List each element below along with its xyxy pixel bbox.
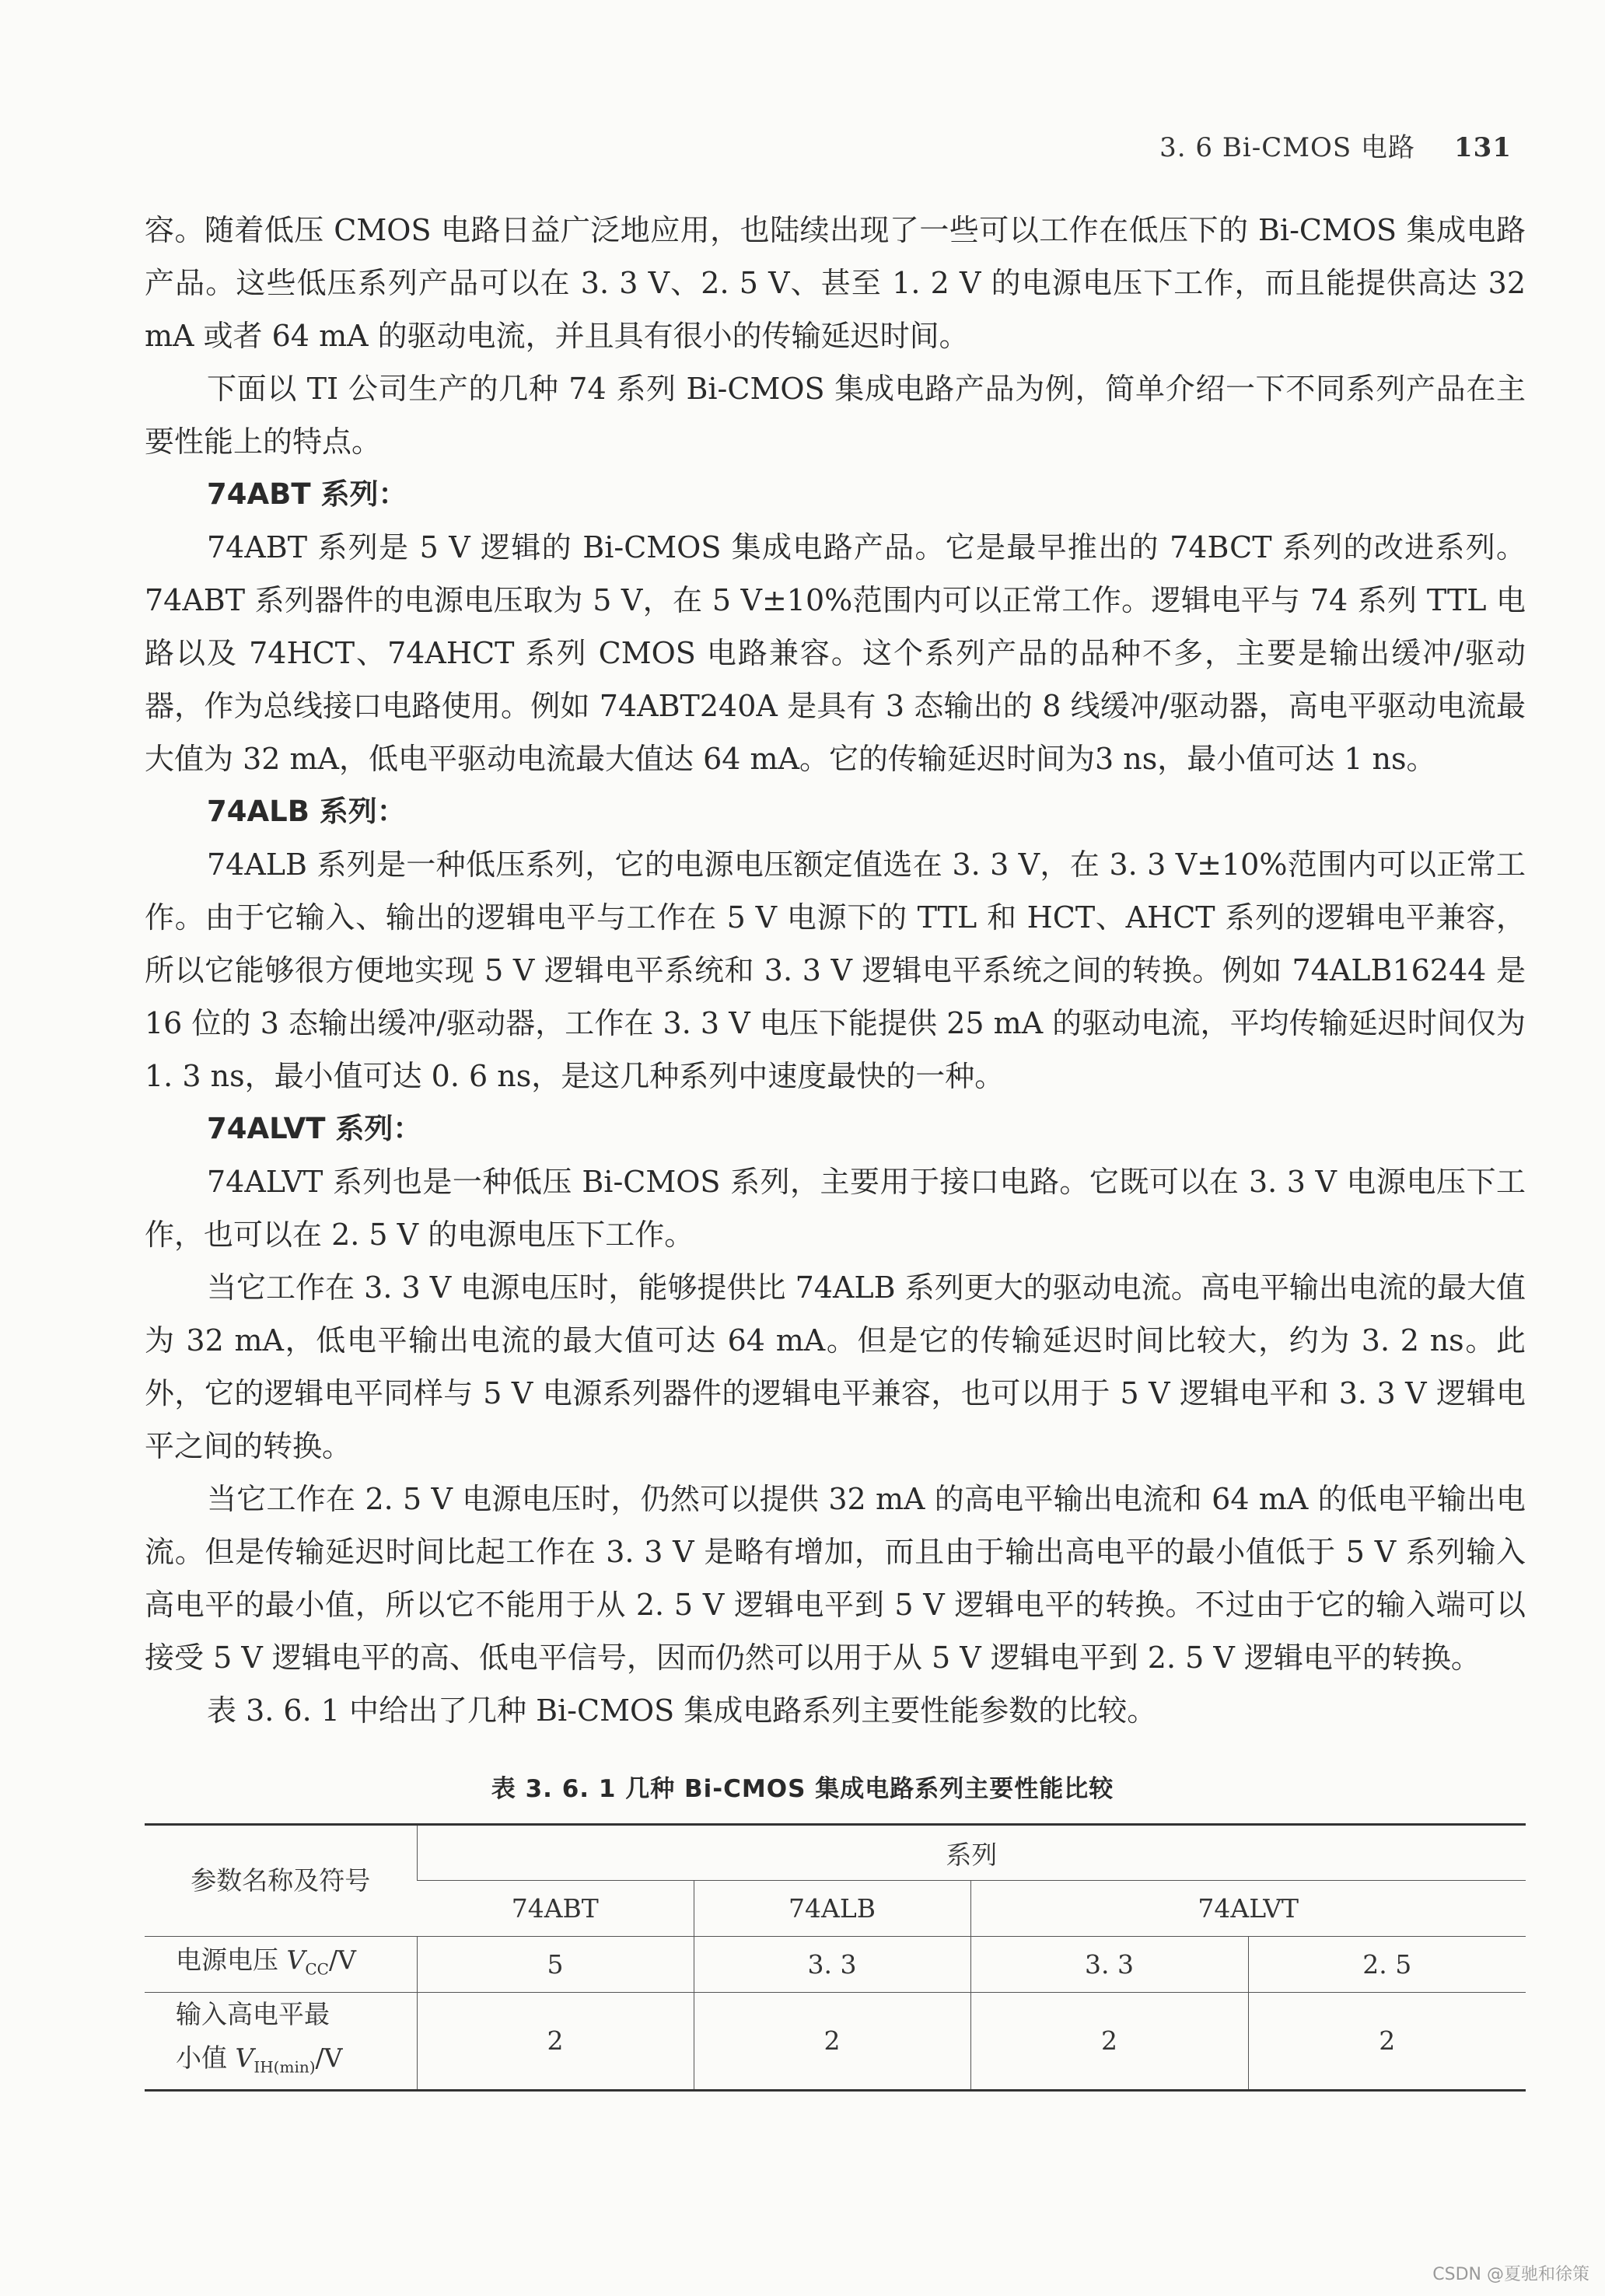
row-label xyxy=(145,1993,417,2091)
paragraph: 下面以 TI 公司生产的几种 74 系列 Bi-CMOS 集成电路产品为例，简单介绍一下不同系列产品在主要性能上的特点。 xyxy=(145,372,1526,459)
row-subscript: IH(min) xyxy=(254,2057,316,2077)
header-title: 3. 6 Bi-CMOS 电路 xyxy=(1159,132,1416,163)
series-header: 系列 xyxy=(946,1839,998,1870)
table-cell: 5 xyxy=(417,1937,694,1993)
watermark: CSDN @夏驰和徐策 xyxy=(1432,2265,1589,2284)
param-header: 参数名称及符号 xyxy=(191,1865,371,1896)
page-number: 131 xyxy=(1454,132,1512,163)
row-label-text: 电源电压 xyxy=(176,1944,287,1975)
comparison-table xyxy=(145,1823,1526,2092)
table-cell: 2 xyxy=(694,1993,970,2091)
series-cell: 74ALB xyxy=(694,1881,970,1937)
section-heading: 74ALB 系列： xyxy=(207,795,406,828)
series-header-cell xyxy=(417,1825,1526,1881)
table-row xyxy=(145,1937,1526,1993)
running-header xyxy=(1159,126,1512,164)
body-text xyxy=(145,204,1526,1737)
paragraph: 容。随着低压 CMOS 电路日益广泛地应用，也陆续出现了一些可以工作在低压下的 Bi-CMOS 集成电路产品。这些低压系列产品可以在 3. 3 V、2. 5 V、甚至 1. 2 V 的电源电压下工作，而且能提供高达 32 mA 或者 64 mA 的驱动电流，并且具有很小的传输延迟时间。 xyxy=(145,213,1526,353)
table-cell: 2 xyxy=(417,1993,694,2091)
table-row xyxy=(145,1993,1526,2091)
row-unit: /V xyxy=(315,2043,343,2073)
table-caption: 表 3. 6. 1 几种 Bi-CMOS 集成电路系列主要性能比较 xyxy=(491,1775,1114,1803)
table-cell: 3. 3 xyxy=(694,1937,970,1993)
paragraph: 表 3. 6. 1 中给出了几种 Bi-CMOS 集成电路系列主要性能参数的比较。 xyxy=(207,1693,1157,1728)
row-label-text: 小值 xyxy=(176,2043,236,2073)
table-cell: 2 xyxy=(1248,1993,1526,2091)
paragraph: 当它工作在 2. 5 V 电源电压时，仍然可以提供 32 mA 的高电平输出电流和 64 mA 的低电平输出电流。但是传输延迟时间比起工作在 3. 3 V 是略有增加，而且由于输出高电平的最小值低于 5 V 系列输入高电平的最小值，所以它不能用于从 2. 5 V 逻辑电平到 5 V 逻辑电平的转换。不过由于它的输入端可以接受 5 V 逻辑电平的高、低电平信号，因而仍然可以用于从 5 V 逻辑电平到 2. 5 V 逻辑电平的转换。 xyxy=(145,1482,1526,1675)
series-cell: 74ABT xyxy=(417,1881,694,1937)
row-unit: /V xyxy=(328,1944,356,1975)
row-label xyxy=(145,1937,417,1993)
paragraph: 当它工作在 3. 3 V 电源电压时，能够提供比 74ALB 系列更大的驱动电流。高电平输出电流的最大值为 32 mA，低电平输出电流的最大值可达 64 mA。但是它的传输延迟时间比较大，约为 3. 2 ns。此外，它的逻辑电平同样与 5 V 电源系列器件的逻辑电平兼容，也可以用于 5 V 逻辑电平和 3. 3 V 逻辑电平之间的转换。 xyxy=(145,1270,1526,1463)
table-cell: 3. 3 xyxy=(970,1937,1248,1993)
paragraph: 74ABT 系列是 5 V 逻辑的 Bi-CMOS 集成电路产品。它是最早推出的 74BCT 系列的改进系列。74ABT 系列器件的电源电压取为 5 V，在 5 V±10%范围内可以正常工作。逻辑电平与 74 系列 TTL 电路以及 74HCT、74AHCT 系列 CMOS 电路兼容。这个系列产品的品种不多，主要是输出缓冲/驱动器，作为总线接口电路使用。例如 74ABT240A 是具有 3 态输出的 8 线缓冲/驱动器，高电平驱动电流最大值为 32 mA，低电平驱动电流最大值达 64 mA。它的传输延迟时间为3 ns，最小值可达 1 ns。 xyxy=(145,530,1526,776)
table-cell: 2 xyxy=(970,1993,1248,2091)
paragraph: 74ALB 系列是一种低压系列，它的电源电压额定值选在 3. 3 V，在 3. 3 V±10%范围内可以正常工作。由于它输入、输出的逻辑电平与工作在 5 V 电源下的 TTL 和 HCT、AHCT 系列的逻辑电平兼容，所以它能够很方便地实现 5 V 逻辑电平系统和 3. 3 V 逻辑电平系统之间的转换。例如 74ALB16244 是 16 位的 3 态输出缓冲/驱动器，工作在 3. 3 V 电压下能提供 25 mA 的驱动电流，平均传输延迟时间仅为 1. 3 ns，最小值可达 0. 6 ns，是这几种系列中速度最快的一种。 xyxy=(145,847,1526,1093)
section-heading: 74ABT 系列： xyxy=(207,477,407,511)
table-cell: 2. 5 xyxy=(1248,1937,1526,1993)
row-symbol: V xyxy=(235,2043,254,2073)
row-label-line1: 输入高电平最 xyxy=(176,1999,330,2029)
paragraph: 74ALVT 系列也是一种低压 Bi-CMOS 系列，主要用于接口电路。它既可以在 3. 3 V 电源电压下工作，也可以在 2. 5 V 的电源电压下工作。 xyxy=(145,1165,1526,1252)
series-cell: 74ALVT xyxy=(970,1881,1526,1937)
param-header-cell xyxy=(145,1825,417,1937)
section-heading: 74ALVT 系列： xyxy=(207,1112,422,1145)
row-symbol: V xyxy=(286,1944,306,1975)
row-subscript: CC xyxy=(305,1959,329,1979)
